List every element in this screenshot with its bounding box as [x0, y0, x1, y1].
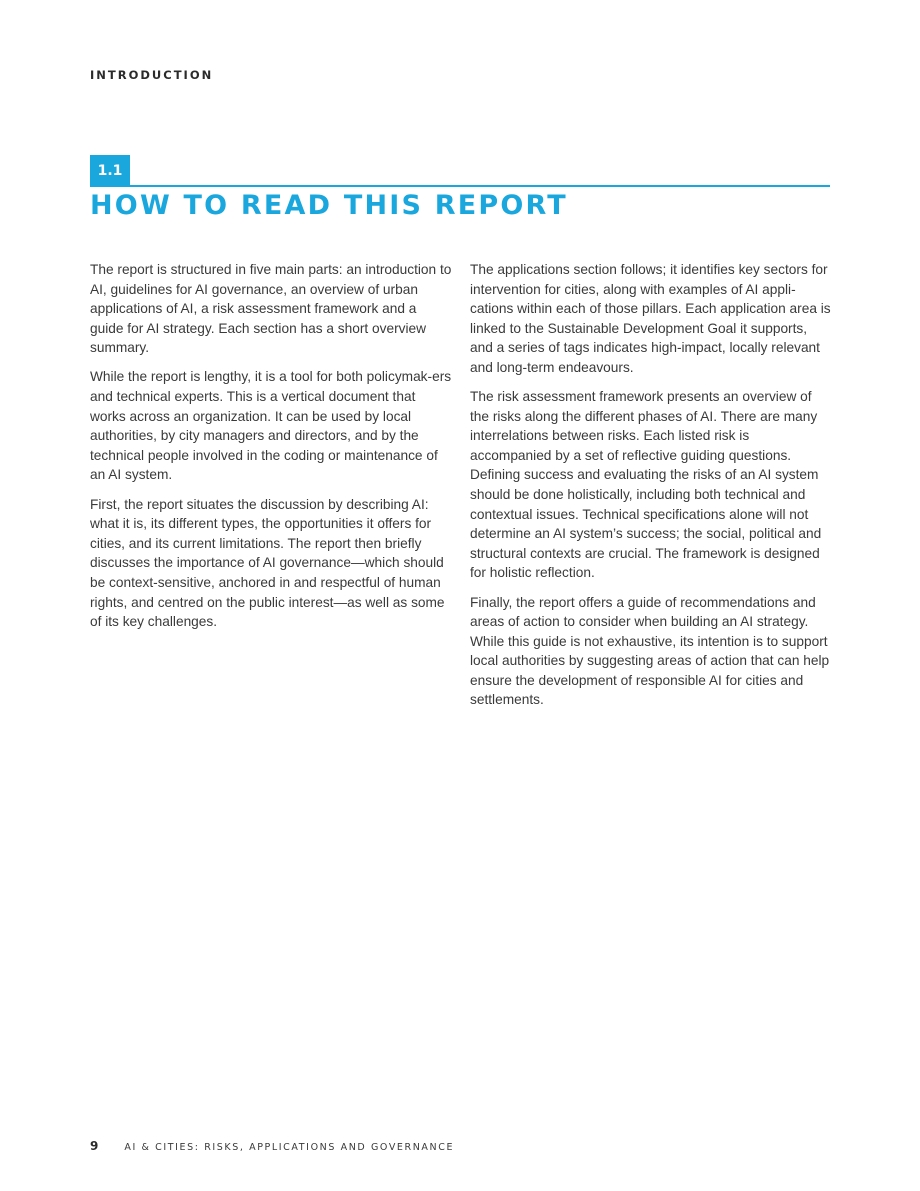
right-column	[470, 260, 832, 720]
running-head: INTRODUCTION	[90, 68, 214, 82]
section-title: HOW TO READ THIS REPORT	[90, 190, 568, 221]
paragraph: Finally, the report offers a guide of recommendations and areas of action to consider when building an AI strategy. While this guide is not exhaustive, its intention is to support local authorities by suggesting areas of action that can help ensure the development of responsible AI for cities and settlements.	[470, 594, 830, 708]
page-footer	[90, 1139, 454, 1153]
left-column	[90, 260, 452, 641]
paragraph: The report is structured in five main parts: an introduction to AI, guidelines for AI governance, an overview of urban applications of AI, a risk assessment framework and a guide for AI strategy. Each section has a short overview summary.	[90, 262, 452, 356]
paragraph: The risk assessment framework presents an overview of the risks along the different phases of AI. There are many interrelations between risks. Each listed risk is accompanied by a set of reflective guiding questions. Defining success and evaluating the risks of an AI system should be done holistically, including both technical and contextual issues. Technical specifications alone will not determine an AI system’s success; the social, political and structural contexts are crucial. The framework is designed for holistic reflection.	[470, 389, 822, 581]
paragraph: While the report is lengthy, it is a tool for both policymak-ers and technical experts. This is a vertical document that works across an organization. It can be used by local authorities, by city managers and directors, and by the technical people involved in the coding or maintenance of an AI system.	[90, 369, 452, 483]
footer-document-title: AI & CITIES: RISKS, APPLICATIONS AND GOVERNANCE	[124, 1142, 455, 1153]
page-number: 9	[90, 1139, 99, 1153]
section-divider	[90, 185, 830, 187]
paragraph: The applications section follows; it identifies key sectors for intervention for cities, along with examples of AI appli-cations within each of those pillars. Each application area is linked to the Sustainable Development Goal it supports, and a series of tags indicates high-impact, locally relevant and long-term endeavours.	[470, 262, 831, 375]
section-number-badge: 1.1	[90, 155, 130, 186]
paragraph: First, the report situates the discussion by describing AI: what it is, its different types, the opportunities it offers for cities, and its current limitations. The report then briefly discusses the importance of AI governance—which should be context-sensitive, anchored in and respectful of human rights, and centred on the public interest—as well as some of its key challenges.	[90, 496, 445, 630]
